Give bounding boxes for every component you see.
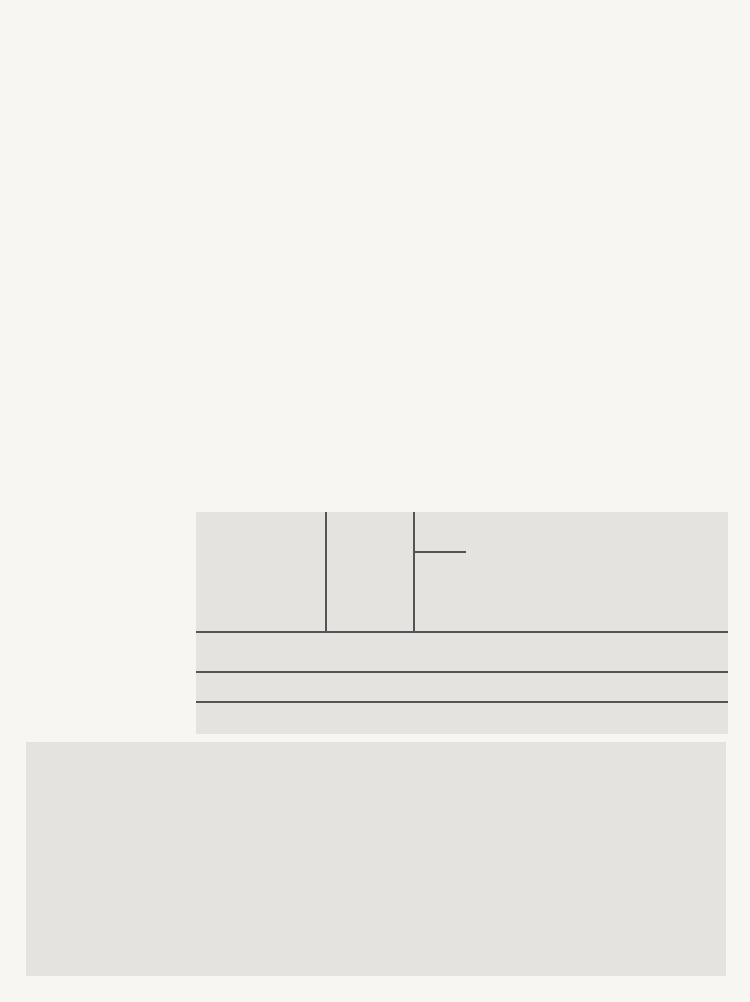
header-pct <box>524 244 582 264</box>
header-losses <box>464 244 492 264</box>
header-wins <box>436 244 464 264</box>
header-spacer <box>196 244 436 264</box>
standings-header-row <box>196 244 582 264</box>
bottom-row-illustration <box>26 742 726 976</box>
team-photo-top-row <box>196 512 728 734</box>
top-row-illustration <box>196 512 728 734</box>
standings-table <box>196 244 582 264</box>
header-ties <box>492 244 524 264</box>
team-photo-bottom-row <box>26 742 726 976</box>
